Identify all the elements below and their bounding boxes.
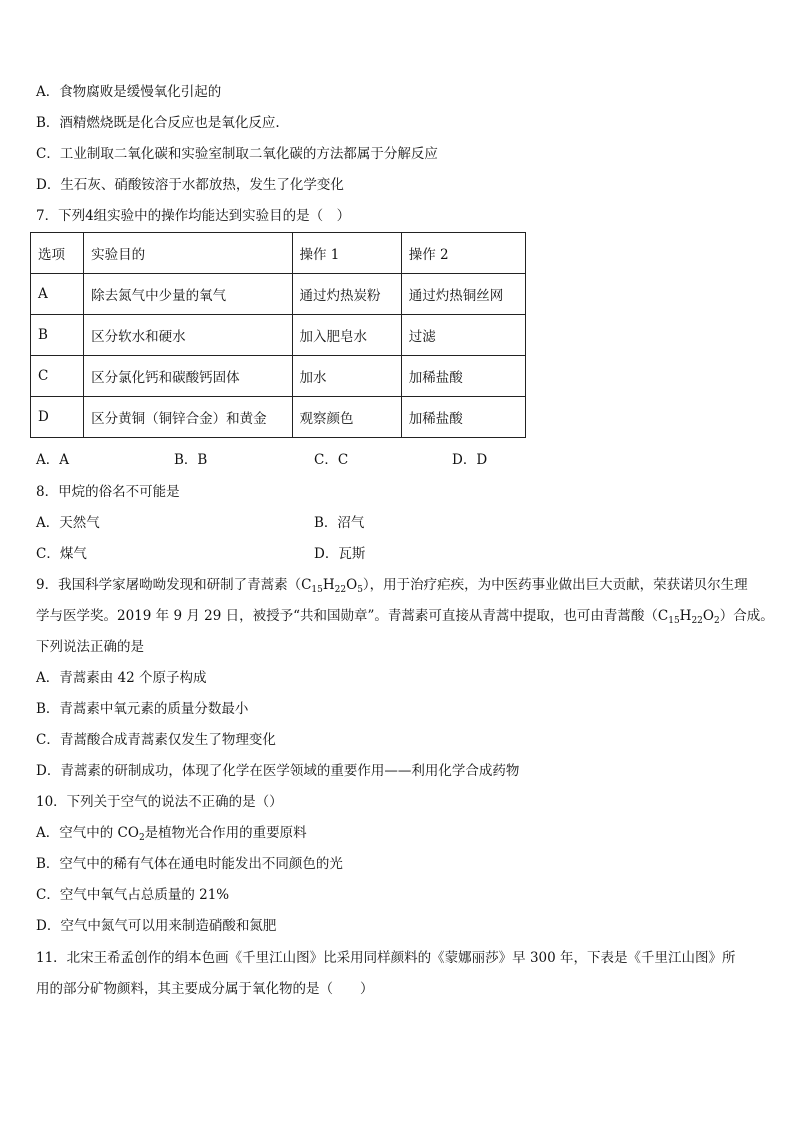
table-header-cell: 操作 1 — [292, 233, 401, 274]
table-header-row — [31, 233, 526, 274]
table-cell: 过滤 — [401, 315, 525, 356]
q11-stem-line1: 11．北宋王希孟创作的绢本色画《千里江山图》比采用同样颜料的《蒙娜丽莎》早 300 年，下表是《千里江山图》所 — [36, 950, 736, 966]
q11-stem-line2: 用的部分矿物颜料，其主要成分属于氧化物的是（ ） — [36, 981, 374, 997]
table-header-cell: 实验目的 — [84, 233, 292, 274]
table-cell: A — [31, 274, 84, 315]
table-cell: 除去氮气中少量的氧气 — [84, 274, 292, 315]
q9-stem-line1: 9．我国科学家屠呦呦发现和研制了青蒿素$(C_{15}H_{22}O_5)$，用于治疗疟疾，为中医药事业做出巨大贡献，荣获诺贝尔生理 — [36, 577, 748, 595]
table-cell: 区分黄铜（铜锌合金）和黄金 — [84, 397, 292, 438]
q8-option-a: A．天然气 — [36, 515, 100, 531]
q6-option-b: B．酒精燃烧既是化合反应也是氧化反应. — [36, 115, 280, 131]
q6-option-a: A．食物腐败是缓慢氧化引起的 — [36, 84, 222, 100]
table-cell: 区分氯化钙和碳酸钙固体 — [84, 356, 292, 397]
table-cell: 观察颜色 — [292, 397, 401, 438]
table-cell: C — [31, 356, 84, 397]
q10-stem: 10．下列关于空气的说法不正确的是（） — [36, 794, 283, 810]
table-row — [31, 356, 526, 397]
table-cell: 加稀盐酸 — [401, 397, 525, 438]
q6-option-d: D．生石灰、硝酸铵溶于水都放热，发生了化学变化 — [36, 177, 344, 193]
q9-option-d: D．青蒿素的研制成功，体现了化学在医学领域的重要作用——利用化学合成药物 — [36, 763, 520, 779]
q9-stem-line2: 学与医学奖。2019 年 9 月 29 日，被授予“共和国勋章”。青蒿素可直接从青蒿中提取，也可由青蒿酸$(C_{15}H_{22}O_2)$合成。 — [36, 608, 774, 626]
q8-stem: 8．甲烷的俗名不可能是 — [36, 484, 180, 500]
q10-option-b: B．空气中的稀有气体在通电时能发出不同颜色的光 — [36, 856, 343, 872]
table-cell: B — [31, 315, 84, 356]
q10-option-c: C．空气中氧气占总质量的 21% — [36, 887, 230, 903]
table-cell: 加稀盐酸 — [401, 356, 525, 397]
q7-option-d: D．D — [452, 452, 488, 468]
q7-option-a: A．A — [36, 452, 69, 468]
table-cell: 加水 — [292, 356, 401, 397]
table-header-cell: 操作 2 — [401, 233, 525, 274]
experiment-table — [30, 232, 526, 438]
q6-option-c: C．工业制取二氧化碳和实验室制取二氧化碳的方法都属于分解反应 — [36, 146, 438, 162]
table-cell: 加入肥皂水 — [292, 315, 401, 356]
table-row — [31, 274, 526, 315]
q9-option-c: C．青蒿酸合成青蒿素仅发生了物理变化 — [36, 732, 276, 748]
q9-option-a: A．青蒿素由 42 个原子构成 — [36, 670, 207, 686]
q7-option-b: B．B — [174, 452, 208, 468]
q7-option-c: C．C — [314, 452, 349, 468]
q8-option-b: B．沼气 — [314, 515, 365, 531]
table-header-cell: 选项 — [31, 233, 84, 274]
table-row — [31, 397, 526, 438]
q10-option-a: A．空气中的 $CO_2$是植物光合作用的重要原料 — [36, 825, 307, 843]
q9-option-b: B．青蒿素中氧元素的质量分数最小 — [36, 701, 249, 717]
q8-option-c: C．煤气 — [36, 546, 87, 562]
table-cell: 区分软水和硬水 — [84, 315, 292, 356]
q9-stem-line3: 下列说法正确的是 — [36, 639, 144, 655]
table-row — [31, 315, 526, 356]
table-cell: 通过灼热铜丝网 — [401, 274, 525, 315]
q7-stem: 7．下列4组实验中的操作均能达到实验目的是（ ） — [36, 208, 351, 224]
q10-option-d: D．空气中氮气可以用来制造硝酸和氮肥 — [36, 918, 277, 934]
table-cell: 通过灼热炭粉 — [292, 274, 401, 315]
table-cell: D — [31, 397, 84, 438]
q8-option-d: D．瓦斯 — [314, 546, 366, 562]
